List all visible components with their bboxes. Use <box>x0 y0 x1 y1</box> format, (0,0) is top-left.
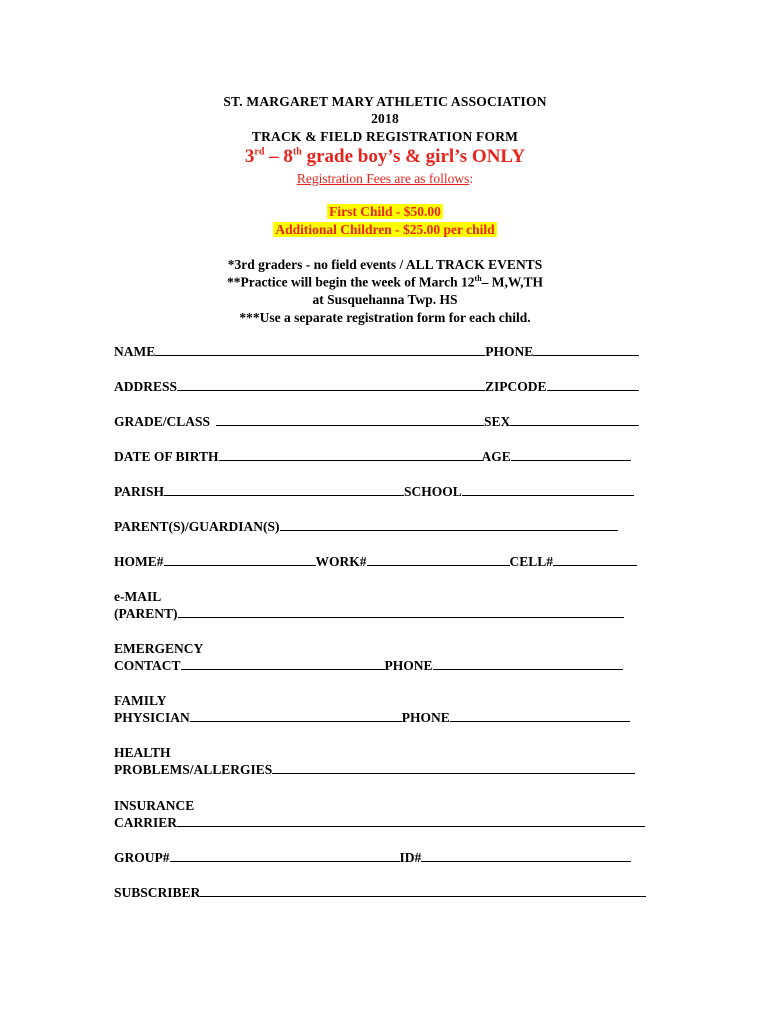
emergency-label-line1: EMERGENCY <box>114 641 204 656</box>
zipcode-label: ZIPCODE <box>485 379 547 394</box>
age-field[interactable] <box>511 448 631 461</box>
fee-additional-text: Additional Children - $25.00 per child <box>275 222 495 237</box>
home-label: HOME# <box>114 554 164 569</box>
email-label-line1: e-MAIL <box>114 589 162 604</box>
note-third-graders: *3rd graders - no field events / ALL TRACK EVENTS <box>227 257 543 272</box>
emergency-contact-label: CONTACT <box>114 658 181 673</box>
note-practice-sup: th <box>474 274 482 283</box>
row-group-id <box>114 849 659 866</box>
group-label: GROUP# <box>114 850 170 865</box>
grade-class-field[interactable] <box>216 413 484 426</box>
name-label: NAME <box>114 344 156 359</box>
form-year: 2018 <box>371 111 399 126</box>
cell-field[interactable] <box>553 553 637 566</box>
grade-start: 3 <box>244 146 255 167</box>
subscriber-label: SUBSCRIBER <box>114 885 201 900</box>
row-name-phone <box>114 343 659 360</box>
row-dob-age <box>114 448 659 465</box>
physician-phone-label: PHONE <box>401 710 450 725</box>
subscriber-field[interactable] <box>200 884 646 897</box>
form-title: TRACK & FIELD REGISTRATION FORM <box>251 129 519 144</box>
dob-field[interactable] <box>219 448 482 461</box>
note-practice-b: – M,W,TH <box>481 274 544 290</box>
row-parents <box>114 518 659 535</box>
fee-first-child-text: First Child - $50.00 <box>329 204 441 219</box>
email-label: (PARENT) <box>114 606 178 621</box>
parents-label: PARENT(S)/GUARDIAN(S) <box>114 519 280 534</box>
insurance-field[interactable] <box>177 814 645 827</box>
grade-dash: – 8 <box>264 146 293 167</box>
note-practice <box>0 274 770 291</box>
row-email <box>114 605 659 622</box>
row-parish-school <box>114 483 659 500</box>
id-field[interactable] <box>421 849 631 862</box>
physician-phone-field[interactable] <box>450 709 630 722</box>
school-field[interactable] <box>462 483 634 496</box>
grade-start-sup: rd <box>254 146 265 158</box>
name-field[interactable] <box>155 343 485 356</box>
row-address-zip <box>114 378 659 395</box>
row-health <box>114 761 659 778</box>
cell-label: CELL# <box>509 554 554 569</box>
health-label-line1: HEALTH <box>114 745 171 760</box>
fee-first-child <box>0 204 770 220</box>
insurance-label-line1: INSURANCE <box>114 798 195 813</box>
fee-additional <box>0 222 770 238</box>
physician-label-line1: FAMILY <box>114 693 167 708</box>
dob-label: DATE OF BIRTH <box>114 449 219 464</box>
emergency-phone-label: PHONE <box>384 658 433 673</box>
home-field[interactable] <box>164 553 316 566</box>
fees-label: Registration Fees are as follows <box>296 171 470 186</box>
parish-field[interactable] <box>164 483 404 496</box>
emergency-contact-field[interactable] <box>181 657 385 670</box>
grade-end-sup: th <box>292 146 302 158</box>
emergency-phone-field[interactable] <box>433 657 623 670</box>
row-grade-sex <box>114 413 659 430</box>
zipcode-field[interactable] <box>547 378 639 391</box>
work-field[interactable] <box>367 553 510 566</box>
sex-field[interactable] <box>510 413 639 426</box>
health-label: PROBLEMS/ALLERGIES <box>114 762 273 777</box>
row-subscriber <box>114 884 659 901</box>
address-label: ADDRESS <box>114 379 178 394</box>
note-practice-a: **Practice will begin the week of March 12 <box>226 274 475 290</box>
grade-rest: grade boy’s & girl’s ONLY <box>301 146 526 167</box>
note-separate-form: ***Use a separate registration form for each child. <box>239 310 531 325</box>
parish-label: PARISH <box>114 484 165 499</box>
id-label: ID# <box>399 850 422 865</box>
row-emergency <box>114 657 659 674</box>
health-field[interactable] <box>272 761 635 774</box>
physician-label: PHYSICIAN <box>114 710 190 725</box>
age-label: AGE <box>481 449 511 464</box>
note-location: at Susquehanna Twp. HS <box>312 292 458 307</box>
row-phones <box>114 553 659 570</box>
insurance-label: CARRIER <box>114 815 178 830</box>
grade-eligibility <box>0 146 770 168</box>
sex-label: SEX <box>484 414 511 429</box>
row-physician <box>114 709 659 726</box>
email-field[interactable] <box>178 605 624 618</box>
fees-colon: : <box>469 171 474 186</box>
physician-field[interactable] <box>190 709 402 722</box>
fees-heading <box>0 171 770 187</box>
address-field[interactable] <box>177 378 485 391</box>
phone-label: PHONE <box>485 344 534 359</box>
row-insurance <box>114 814 659 831</box>
org-title: ST. MARGARET MARY ATHLETIC ASSOCIATION <box>223 94 547 109</box>
phone-field[interactable] <box>533 343 639 356</box>
school-label: SCHOOL <box>404 484 462 499</box>
parents-field[interactable] <box>280 518 618 531</box>
grade-class-label: GRADE/CLASS <box>114 414 211 429</box>
group-field[interactable] <box>170 849 400 862</box>
work-label: WORK# <box>315 554 367 569</box>
